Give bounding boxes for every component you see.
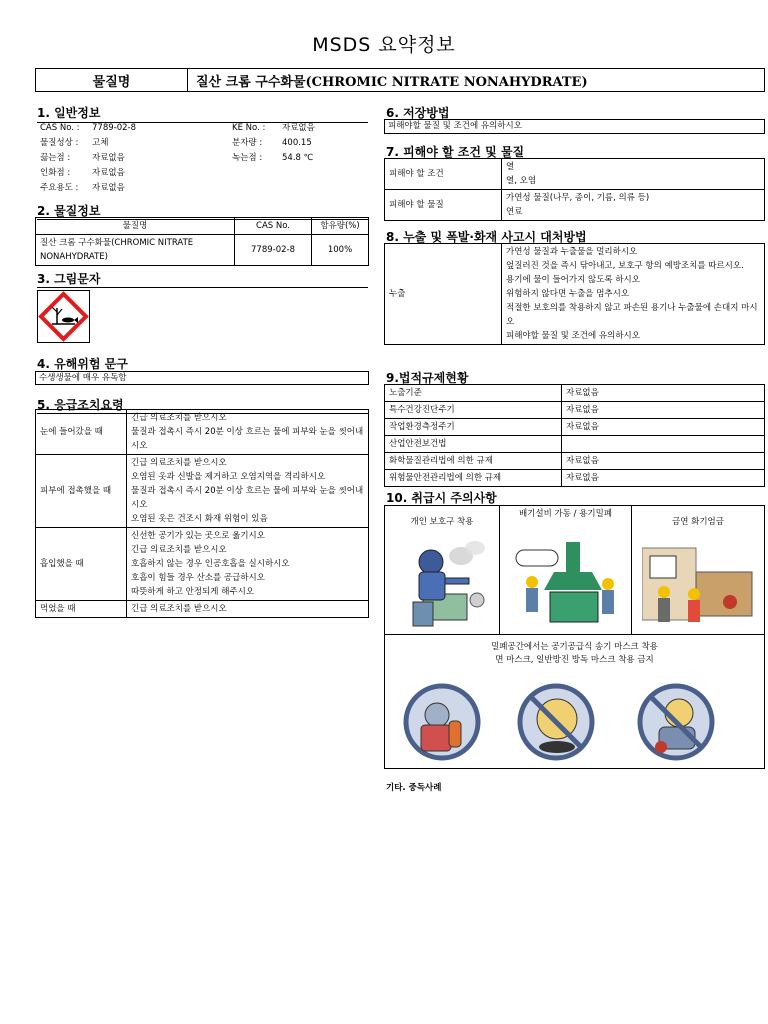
section-heading: 2. 물질정보 bbox=[37, 202, 368, 220]
ventilation-caption: 배기설비 가동 / 용기밀폐 bbox=[518, 509, 613, 519]
section-heading: 3. 그림문자 bbox=[37, 270, 368, 288]
avoid-material-value bbox=[502, 190, 765, 221]
respirator-note-line2: 면 마스크, 일반방진 방독 마스크 착용 금지 bbox=[495, 655, 654, 665]
first-aid-label: 먹었을 때 bbox=[36, 601, 127, 618]
environment-hazard-pictogram bbox=[37, 290, 90, 343]
flash-value: 자료없음 bbox=[92, 168, 125, 178]
first-aid-label: 눈에 들어갔을 때 bbox=[36, 410, 127, 455]
avoid-line: 열 bbox=[506, 162, 515, 172]
first-aid-line: 물질과 접촉시 즉시 20분 이상 흐르는 물에 피부와 눈을 씻어내시오 bbox=[131, 427, 364, 451]
material-content-cell: 100% bbox=[312, 235, 369, 266]
footer-other: 기타. 중독사례 bbox=[386, 783, 442, 793]
spill-table bbox=[384, 243, 765, 345]
avoid-line: 가연성 물질(나무, 종이, 기름, 의류 등) bbox=[506, 193, 650, 203]
avoid-condition-value bbox=[502, 159, 765, 190]
regulation-value bbox=[562, 436, 765, 453]
air-supplied-mask-illustration bbox=[397, 681, 487, 763]
regulation-value: 자료없음 bbox=[562, 385, 765, 402]
regulation-key: 노출기준 bbox=[385, 385, 562, 402]
section-heading: 5. 응급조치요령 bbox=[37, 396, 368, 414]
first-aid-text bbox=[127, 601, 369, 618]
cotton-mask-prohibited-icon bbox=[511, 681, 601, 763]
regulation-key: 화학물질관리법에 의한 규제 bbox=[385, 453, 562, 470]
hazard-phrase-box: 수생생물에 매우 유독함 bbox=[35, 371, 369, 385]
first-aid-line: 따뜻하게 하고 안정되게 해주시오 bbox=[131, 587, 255, 597]
spill-line: 용기에 물이 들어가지 않도록 하시오 bbox=[506, 275, 640, 285]
mw-label: 분자량 : bbox=[232, 138, 263, 148]
page-title: MSDS 요약정보 bbox=[312, 34, 456, 56]
first-aid-line: 물질과 접촉시 즉시 20분 이상 흐르는 물에 피부와 눈을 씻어내시오 bbox=[131, 486, 364, 510]
bp-label: 끓는점 : bbox=[40, 153, 71, 163]
ke-label: KE No. : bbox=[232, 123, 266, 133]
regulation-table bbox=[384, 384, 765, 487]
first-aid-line: 오염된 옷은 건조시 화재 위험이 있음 bbox=[131, 514, 268, 524]
spill-line: 엎질러진 것을 즉시 닦아내고, 보호구 항의 예방조치를 따르시오. bbox=[506, 261, 744, 271]
regulation-key: 산업안전보건법 bbox=[385, 436, 562, 453]
regulation-key: 작업환경측정주기 bbox=[385, 419, 562, 436]
use-value: 자료없음 bbox=[92, 183, 125, 193]
section-heading: 8. 누출 및 폭발·화재 사고시 대처방법 bbox=[386, 230, 587, 244]
section-heading: 4. 유해위험 문구 bbox=[37, 357, 128, 371]
state-value: 고체 bbox=[92, 138, 109, 148]
avoid-line: 열, 오염 bbox=[506, 176, 537, 186]
ventilation-panel bbox=[499, 505, 632, 635]
regulation-value: 자료없음 bbox=[562, 402, 765, 419]
bp-value: 자료없음 bbox=[92, 153, 125, 163]
regulation-value: 자료없음 bbox=[562, 453, 765, 470]
general-info-grid bbox=[40, 121, 370, 196]
use-label: 주요용도 : bbox=[40, 183, 79, 193]
first-aid-row-skin bbox=[36, 455, 369, 528]
avoid-material-label: 피해야 할 물질 bbox=[385, 190, 502, 221]
no-smoking-illustration bbox=[642, 540, 754, 632]
spill-line: 가연성 물질과 누출물을 멀리하시오 bbox=[506, 247, 638, 257]
material-cas-cell: 7789-02-8 bbox=[235, 235, 312, 266]
first-aid-table bbox=[35, 409, 369, 618]
regulation-value: 자료없음 bbox=[562, 419, 765, 436]
regulation-key: 특수건강진단주기 bbox=[385, 402, 562, 419]
first-aid-line: 신선한 공기가 있는 곳으로 옮기시오 bbox=[131, 531, 265, 541]
first-aid-line: 긴급 의료조치를 받으시오 bbox=[131, 413, 227, 423]
first-aid-line: 호흡이 힘들 경우 산소를 공급하시오 bbox=[131, 573, 265, 583]
cas-value: 7789-02-8 bbox=[92, 123, 136, 133]
ppe-worker-illustration bbox=[389, 538, 497, 630]
first-aid-label: 피부에 접촉했을 때 bbox=[36, 455, 127, 528]
spill-label: 누출 bbox=[385, 244, 502, 345]
section-heading: 9.법적규제현황 bbox=[386, 371, 469, 385]
first-aid-text bbox=[127, 410, 369, 455]
state-label: 물질성상 : bbox=[40, 138, 79, 148]
product-name-value: 질산 크롬 구수화물(CHROMIC NITRATE NONAHYDRATE) bbox=[196, 74, 588, 90]
product-name-bar bbox=[35, 68, 765, 92]
first-aid-text bbox=[127, 528, 369, 601]
ventilation-illustration bbox=[508, 540, 626, 632]
first-aid-row-eye bbox=[36, 410, 369, 455]
first-aid-line: 호흡하지 않는 경우 인공호흡을 실시하시오 bbox=[131, 559, 290, 569]
first-aid-text bbox=[127, 455, 369, 528]
regulation-key: 위험물안전관리법에 의한 규제 bbox=[385, 470, 562, 487]
first-aid-row-ingestion bbox=[36, 601, 369, 618]
ppe-caption: 개인 보호구 착용 bbox=[410, 517, 474, 527]
col-header-cas: CAS No. bbox=[235, 218, 312, 235]
respirator-note-line1: 밀폐공간에서는 공기공급식 송기 마스크 착용 bbox=[491, 642, 658, 652]
spill-text bbox=[502, 244, 765, 345]
mp-label: 녹는점 : bbox=[232, 153, 263, 163]
regulation-value: 자료없음 bbox=[562, 470, 765, 487]
first-aid-line: 긴급 의료조치를 받으시오 bbox=[131, 545, 227, 555]
ke-value: 자료없음 bbox=[282, 123, 315, 133]
col-header-content: 함유량(%) bbox=[312, 218, 369, 235]
no-smoking-panel bbox=[631, 505, 765, 635]
spill-line: 위험하지 않다면 누출을 멈추시오 bbox=[506, 289, 630, 299]
first-aid-label: 흡입했을 때 bbox=[36, 528, 127, 601]
flash-label: 인화점 : bbox=[40, 168, 71, 178]
material-table bbox=[35, 217, 369, 266]
first-aid-line: 오염된 옷과 신발을 제거하고 오염지역을 격리하시오 bbox=[131, 472, 326, 482]
avoid-line: 연료 bbox=[506, 207, 523, 217]
spill-line: 적절한 보호의를 착용하지 않고 파손된 용기나 누출물에 손대지 마시오 bbox=[506, 303, 758, 327]
cas-label: CAS No. : bbox=[40, 123, 80, 133]
section-heading: 7. 피해야 할 조건 및 물질 bbox=[386, 145, 525, 159]
first-aid-line: 긴급 의료조치를 받으시오 bbox=[131, 604, 227, 614]
section-heading: 10. 취급시 주의사항 bbox=[386, 491, 497, 505]
storage-box: 피해야할 물질 및 조건에 유의하시오 bbox=[384, 119, 765, 134]
avoid-condition-label: 피해야 할 조건 bbox=[385, 159, 502, 190]
first-aid-row-inhalation bbox=[36, 528, 369, 601]
col-header-name: 물질명 bbox=[36, 218, 235, 235]
material-name-cell: 질산 크롬 구수화물(CHROMIC NITRATE NONAHYDRATE) bbox=[36, 235, 235, 266]
first-aid-line: 긴급 의료조치를 받으시오 bbox=[131, 458, 227, 468]
respirator-panel bbox=[384, 634, 765, 769]
mp-value: 54.8 ℃ bbox=[282, 153, 314, 163]
section-heading: 6. 저장방법 bbox=[386, 106, 450, 120]
avoid-table bbox=[384, 158, 765, 221]
environment-hazard-icon bbox=[38, 291, 89, 342]
mw-value: 400.15 bbox=[282, 138, 312, 148]
no-smoking-caption: 금연 화기엄금 bbox=[672, 517, 724, 527]
section-heading: 1. 일반정보 bbox=[37, 104, 368, 123]
product-name-label: 물질명 bbox=[36, 69, 188, 91]
ppe-panel bbox=[384, 505, 500, 635]
spill-line: 피해야할 물질 및 조건에 유의하시오 bbox=[506, 331, 640, 341]
dust-mask-prohibited-icon bbox=[631, 681, 721, 763]
